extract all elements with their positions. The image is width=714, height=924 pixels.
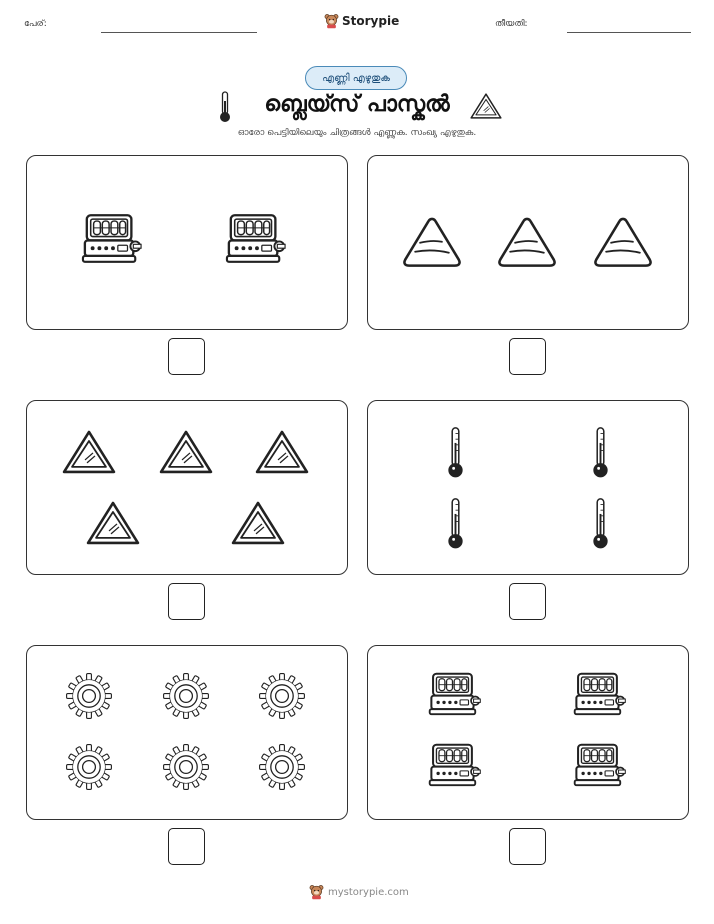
calculator-machine-icon <box>428 670 482 725</box>
warning-triangle-icon <box>231 500 285 550</box>
bear-mascot-icon <box>324 13 339 29</box>
answer-box[interactable] <box>168 828 205 865</box>
answer-box[interactable] <box>509 583 546 620</box>
warning-triangle-icon <box>255 429 309 479</box>
cone-triangle-icon <box>402 216 462 272</box>
count-panel <box>367 645 689 820</box>
thermometer-icon <box>592 497 609 554</box>
warning-triangle-icon <box>159 429 213 479</box>
name-line[interactable] <box>101 32 257 33</box>
thermometer-icon <box>592 426 609 483</box>
page-title: ബ്ലെയ്സ് പാസ്കൽ <box>264 92 450 117</box>
calculator-machine-icon <box>573 741 627 796</box>
gear-icon <box>162 743 210 795</box>
warning-triangle-icon <box>470 92 502 124</box>
answer-box[interactable] <box>168 338 205 375</box>
cone-triangle-icon <box>497 216 557 272</box>
count-panel <box>367 400 689 575</box>
count-panel <box>26 400 348 575</box>
name-label: പേര്: <box>24 19 47 29</box>
footer <box>309 884 409 900</box>
calculator-machine-icon <box>428 741 482 796</box>
calculator-machine-icon <box>81 211 143 274</box>
answer-box[interactable] <box>168 583 205 620</box>
activity-badge: എണ്ണി എഴുതുക <box>305 66 407 90</box>
gear-icon <box>258 743 306 795</box>
warning-triangle-icon <box>62 429 116 479</box>
date-label: തീയതി: <box>495 19 528 29</box>
thermometer-icon <box>447 497 464 554</box>
calculator-machine-icon <box>573 670 627 725</box>
gear-icon <box>162 672 210 724</box>
footer-url: mystorypie.com <box>328 886 409 898</box>
answer-box[interactable] <box>509 338 546 375</box>
cone-triangle-icon <box>593 216 653 272</box>
gear-icon <box>65 672 113 724</box>
answer-box[interactable] <box>509 828 546 865</box>
date-line[interactable] <box>567 32 691 33</box>
thermometer-icon <box>447 426 464 483</box>
bear-mascot-icon <box>309 884 324 900</box>
warning-triangle-icon <box>86 500 140 550</box>
gear-icon <box>65 743 113 795</box>
brand-logo: Storypie <box>324 13 399 29</box>
calculator-machine-icon <box>225 211 287 274</box>
instruction-text: ഓരോ പെട്ടിയിലെയും ചിത്രങ്ങൾ എണ്ണുക. സംഖ്യ എഴുതുക. <box>237 128 477 138</box>
gear-icon <box>258 672 306 724</box>
count-panel <box>26 155 348 330</box>
